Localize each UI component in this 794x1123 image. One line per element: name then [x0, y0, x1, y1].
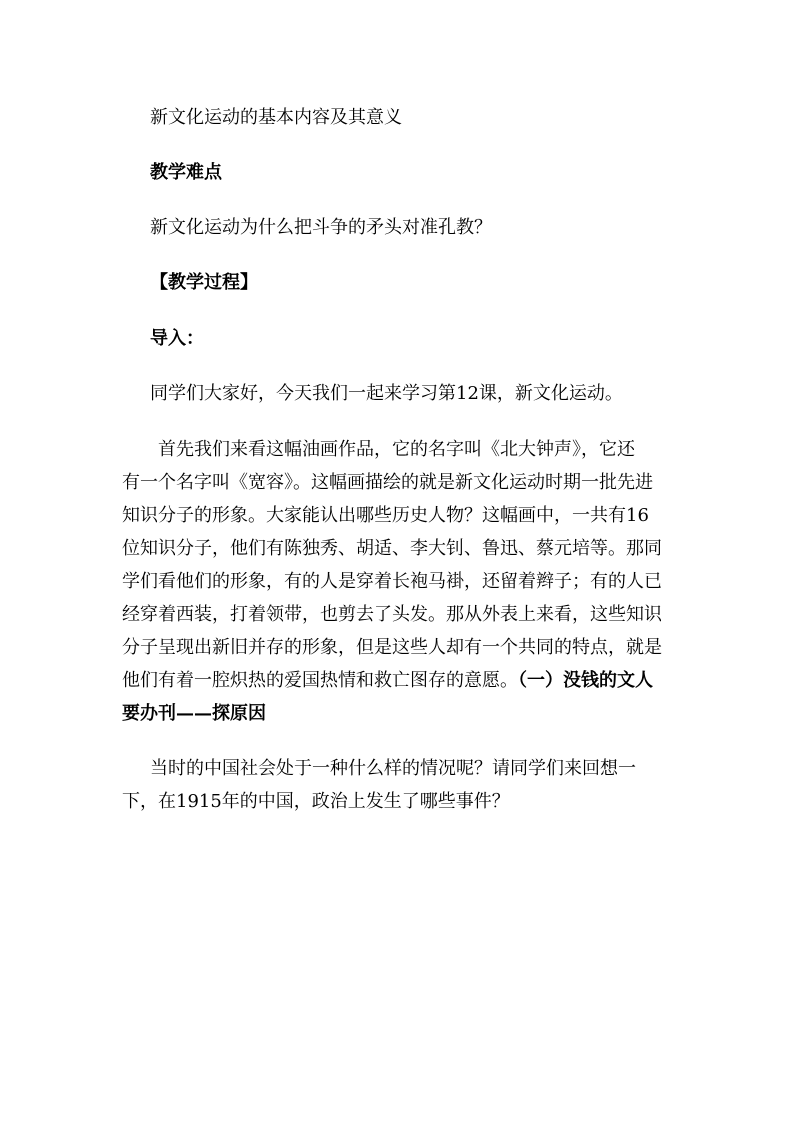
difficulty-heading: 教学难点 — [150, 162, 222, 183]
question-line-2: 下，在1915年的中国，政治上发生了哪些事件？ — [122, 791, 510, 812]
painting-line-2: 有一个名字叫《宽容》。这幅画描绘的就是新文化运动时期一批先进 — [122, 472, 653, 493]
painting-line-3: 知识分子的形象。大家能认出哪些历史人物？这幅画中，一共有16 — [122, 505, 649, 526]
painting-line-7: 分子呈现出新旧并存的形象，但是这些人却有一个共同的特点，就是 — [122, 637, 662, 658]
question-line-1: 当时的中国社会处于一种什么样的情况呢？请同学们来回想一 — [150, 758, 636, 779]
painting-line-5: 学们看他们的形象，有的人是穿着长袍马褂，还留着辫子；有的人已 — [122, 571, 662, 592]
painting-line-1: 首先我们来看这幅油画作品，它的名字叫《北大钟声》，它还 — [158, 439, 635, 460]
intro-heading: 导入： — [150, 328, 204, 349]
process-heading: 【教学过程】 — [150, 272, 258, 293]
section-one-title-part2: 要办刊——探原因 — [122, 703, 266, 724]
painting-line-4: 位知识分子，他们有陈独秀、胡适、李大钊、鲁迅、蔡元培等。那同 — [122, 538, 662, 559]
painting-line-8 — [122, 670, 653, 692]
teaching-focus-text: 新文化运动的基本内容及其意义 — [150, 107, 402, 128]
difficulty-text: 新文化运动为什么把斗争的矛头对准孔教？ — [150, 217, 492, 238]
painting-line-8-text: 他们有着一腔炽热的爱国热情和救亡图存的意愿。 — [122, 670, 518, 691]
intro-line: 同学们大家好，今天我们一起来学习第12课，新文化运动。 — [150, 383, 623, 404]
section-one-title-part1: （一）没钱的文人 — [518, 670, 653, 691]
painting-line-6: 经穿着西装，打着领带，也剪去了头发。那从外表上来看，这些知识 — [122, 604, 662, 625]
